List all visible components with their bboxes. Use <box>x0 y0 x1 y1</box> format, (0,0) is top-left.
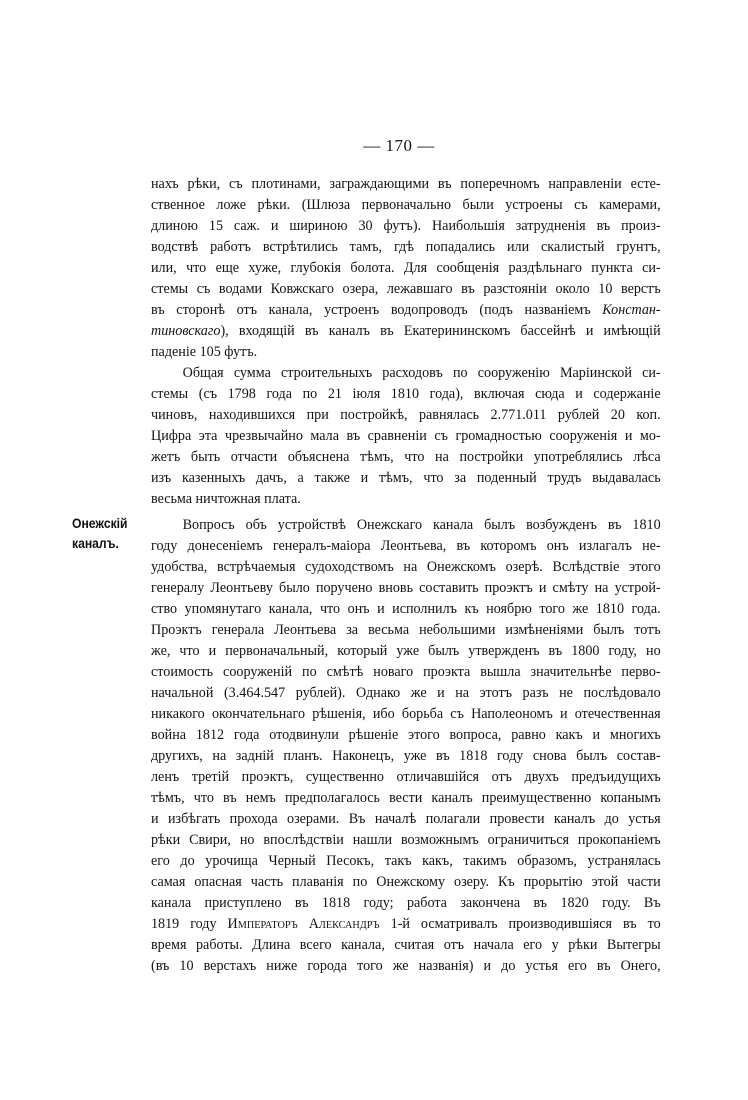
margin-heading <box>72 514 144 554</box>
paragraph-3 <box>151 514 661 976</box>
text-line: другихъ, на задній планъ. Наконецъ, уже въ 1818 году снова былъ состав- <box>151 747 661 764</box>
text-line: война 1812 года отодвинули рѣшеніе этого вопроса, равно какъ и многихъ <box>151 726 661 743</box>
margin-heading-line: каналъ. <box>72 536 119 551</box>
text-segment: 1-й осматривалъ производившіяся въ то <box>379 915 661 932</box>
text-line: никакого окончательнаго рѣшенія, ибо борьба съ Наполеономъ и отечественная <box>151 705 661 722</box>
text-line <box>151 320 661 341</box>
text-line: чиновъ, находившихся при постройкѣ, равнялась 2.771.011 рублей 20 коп. <box>151 406 661 423</box>
paragraph-1 <box>151 173 661 362</box>
text-segment: 1819 году <box>151 915 228 932</box>
text-line: Общая сумма строительныхъ расходовъ по сооруженію Маріинской си- <box>182 364 661 381</box>
text-line: изъ казенныхъ дачъ, а также и тѣмъ, что за поденный трудъ выдавалась <box>151 469 661 486</box>
text-line: Вопросъ объ устройствѣ Онежскаго канала былъ возбужденъ въ 1810 <box>182 516 661 533</box>
text-line: Проэктъ генерала Леонтьева за весьма небольшими измѣненіями былъ тотъ <box>151 621 661 638</box>
text-line: Цифра эта чрезвычайно мала въ сравненіи съ громадностью сооруженія и мо- <box>151 427 661 444</box>
text-line: канала приступлено въ 1818 году; работа закончена въ 1820 году. Въ <box>151 894 661 911</box>
text-line: водствѣ работъ встрѣтились тамъ, гдѣ попадались или скалистый грунтъ, <box>151 238 661 255</box>
text-segment: ), входящій въ каналъ въ Екатерининскомъ бассейнѣ и имѣющій <box>220 322 661 339</box>
text-line: стемы (съ 1798 года по 21 іюля 1810 года), включая сюда и содержаніе <box>151 385 661 402</box>
text-line: году донесеніемъ генералъ-маіора Леонтьева, въ которомъ онъ излагалъ не- <box>151 537 661 554</box>
small-caps-name: Императоръ Александръ <box>227 915 380 932</box>
text-line: рѣки Свири, но впослѣдствіи нашли возможнымъ ограничиться прокопаніемъ <box>151 831 661 848</box>
text-line: длиною 15 саж. и шириною 30 футъ). Наибольшія затрудненія въ произ- <box>151 217 661 234</box>
text-line: тѣмъ, что въ немъ предполагалось вести каналъ преимущественно копанымъ <box>151 789 661 806</box>
text-line <box>151 299 661 320</box>
text-line: (въ 10 верстахъ ниже города того же названія) и до устья его въ Онего, <box>151 957 661 974</box>
text-line: паденіе 105 футъ. <box>151 343 258 360</box>
text-line: ственное ложе рѣки. (Шлюза первоначально были устроены съ камерами, <box>151 196 661 213</box>
paragraph-2 <box>151 362 661 509</box>
text-line: весьма ничтожная плата. <box>151 490 301 507</box>
text-line: стоимость сооруженій по смѣтѣ новаго проэкта вышла значительнѣе перво- <box>151 663 661 680</box>
margin-heading-line: Онежскій <box>72 516 128 531</box>
text-line: генералу Леонтьеву было поручено вновь составить проэктъ и смѣту на устрой- <box>151 579 661 596</box>
text-line: ленъ третій проэктъ, существенно отличавшійся отъ двухъ предъидущихъ <box>151 768 661 785</box>
italic-name: тиновскаго <box>151 322 221 339</box>
text-line: ство упомянутаго канала, что онъ и исполнилъ къ ноябрю того же 1810 года. <box>151 600 661 617</box>
text-line: жетъ быть отчасти объяснена тѣмъ, что на постройки употреблялись лѣса <box>151 448 661 465</box>
text-line: или, что еще хуже, глубокія болота. Для сообщенія раздѣльнаго пункта си- <box>151 259 661 276</box>
text-line: время работы. Длина всего канала, считая отъ начала его у рѣки Вытегры <box>151 936 661 953</box>
text-line: самая опасная часть плаванія по Онежскому озеру. Къ прорытію этой части <box>151 873 661 890</box>
text-line: его до урочища Черный Песокъ, такъ какъ, такимъ образомъ, устранялась <box>151 852 661 869</box>
text-line <box>151 913 661 934</box>
page-number: — 170 — <box>363 136 435 155</box>
text-segment: въ сторонѣ отъ канала, устроенъ водопроводъ (подъ названіемъ <box>151 301 603 318</box>
text-line: стемы съ водами Ковжскаго озера, лежавшаго въ разстояніи около 10 верстъ <box>151 280 661 297</box>
italic-name: Констан- <box>602 301 661 318</box>
text-line: удобства, встрѣчаемыя судоходствомъ на Онежскомъ озерѣ. Вслѣдствіе этого <box>151 558 661 575</box>
text-line: нахъ рѣки, съ плотинами, заграждающими въ поперечномъ направленіи есте- <box>151 175 661 192</box>
text-line: начальной (3.464.547 рублей). Однако же и на этотъ разъ не послѣдовало <box>151 684 661 701</box>
text-line: и избѣгать прохода озерами. Въ началѣ полагали провести каналъ до устья <box>151 810 661 827</box>
text-line: же, что и первоначальный, который уже былъ утвержденъ въ 1800 году, но <box>151 642 661 659</box>
